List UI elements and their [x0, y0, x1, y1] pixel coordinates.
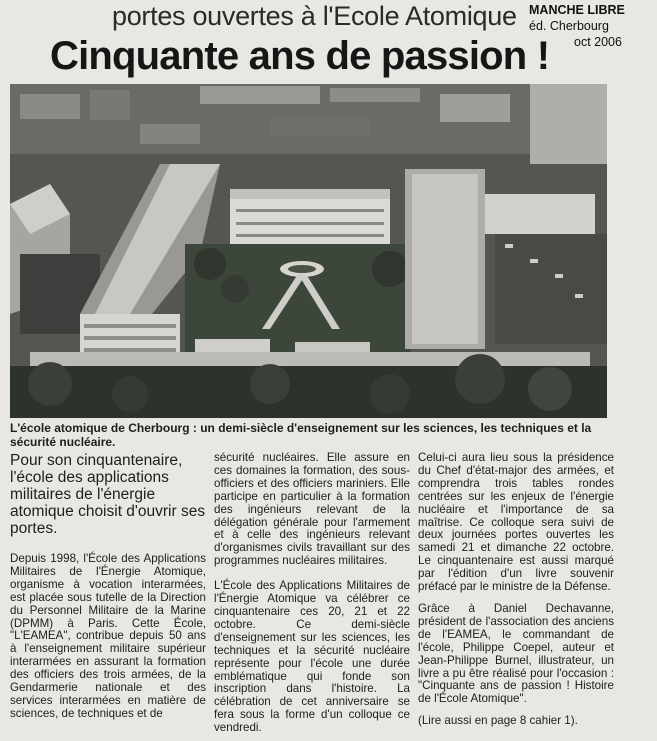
article-column-3 [418, 452, 614, 728]
aerial-photo [10, 84, 607, 418]
article-column-1 [10, 452, 206, 721]
article-paragraph-5: Grâce à Daniel Dechavanne, président de l'association des anciens de l'EAMEA, le commandant de l'école, Philippe Coepel, auteur et Jean-Philippe Burnel, illustrateur, un livre a pu être réalisé pour l'occasion : "Cinquante ans de passion ! Histoire de l'École Atomique". [418, 601, 614, 706]
source-edition: éd. Cherbourg [529, 19, 609, 33]
photo-caption: L'école atomique de Cherbourg : un demi-siècle d'enseignement sur les sciences, les techniques et la sécurité nucléaire. [10, 421, 592, 449]
article-paragraph-2: sécurité nucléaires. Elle assure en ces domaines la formation, des sous-officiers et des officiers mariniers. Elle participe en particulier à la formation des ingénieurs relevant de la délégation générale pour l'armement et à celle des ingénieurs relevant d'organismes civils travaillant sur des programmes nucléaires militaires. [214, 451, 410, 568]
kicker-title: portes ouvertes à l'Ecole Atomique [112, 1, 517, 31]
aerial-photo-image [10, 84, 607, 418]
article-paragraph-1: Depuis 1998, l'École des Applications Militaires de l'Énergie Atomique, organisme à vocation interarmées, est placée sous tutelle de la Direction du Personnel Militaire de la Marine (DPMM) à Paris. Cette École, "L'EAMEA", contribue depuis 50 ans à l'enseignement militaire supérieur interarmées en assurant la formation des officiers des trois armées, de la Gendarmerie nationale et des services interarmées en matière de sciences, de techniques et de [10, 552, 206, 720]
article-column-2 [214, 452, 410, 735]
headline: Cinquante ans de passion ! [50, 34, 550, 78]
source-date: oct 2006 [574, 35, 622, 49]
article-paragraph-4: Celui-ci aura lieu sous la présidence du Chef d'état-major des armées, et comprendra trois tables rondes centrées sur les enjeux de l'énergie nucléaire et l'importance de sa maîtrise. Ce colloque sera suivi de deux journées portes ouvertes les samedi 21 et dimanche 22 octobre. Le cinquantenaire est aussi marqué par l'édition d'un livre souvenir préfacé par le ministre de la Défense. [418, 451, 614, 594]
article-paragraph-6: (Lire aussi en page 8 cahier 1). [418, 714, 578, 728]
article-intro: Pour son cinquantenaire, l'école des applications militaires de l'énergie atomique choisit d'ouvrir ses portes. [10, 452, 206, 537]
source-name: MANCHE LIBRE [529, 3, 625, 17]
article-paragraph-3: L'École des Applications Militaires de l'Énergie Atomique va célébrer ce cinquantenaire ces 20, 21 et 22 octobre. Ce demi-siècle d'enseignement sur les sciences, les techniques et la sécurité nucléaire représente pour l'école une durée emblématique qui fonde son inscription dans l'histoire. La célébration de cet anniversaire se fera sous la forme d'un colloque ce vendredi. [214, 579, 410, 735]
